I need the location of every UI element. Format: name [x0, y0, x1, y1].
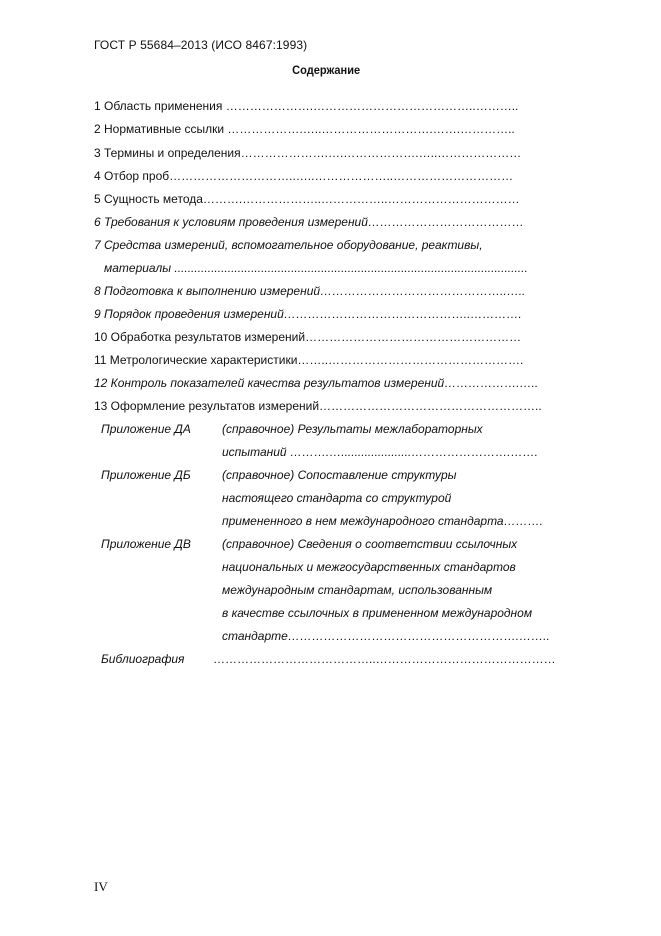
- appendix-dv-line: международным стандартам, использованным: [222, 583, 493, 597]
- document-header: ГОСТ Р 55684–2013 (ИСО 8467:1993): [94, 38, 308, 52]
- appendix-dv-label: Приложение ДВ: [101, 537, 191, 551]
- toc-entry-7-continued: материалы ..........................................................................................................: [104, 261, 528, 275]
- toc-entry-12: 12 Контроль показателей качества результатов измерений……………….…..: [94, 376, 539, 390]
- toc-entry-3: 3 Термины и определения………………….….……………….…..…………………: [94, 146, 522, 160]
- appendix-dv-line: национальных и межгосударственных стандартов: [222, 560, 516, 574]
- appendix-da-line: испытаний ……….….....................…………………….…….: [222, 445, 538, 459]
- toc-entry-10: 10 Обработка результатов измерений………………………………………………: [94, 330, 522, 344]
- appendix-db-line: настоящего стандарта со структурой: [222, 491, 452, 505]
- appendix-da-line: (справочное) Результаты межлабораторных: [222, 422, 483, 436]
- appendix-da-label: Приложение ДА: [101, 422, 191, 436]
- toc-entry-7: 7 Средства измерений, вспомогательное оборудование, реактивы,: [94, 238, 483, 252]
- toc-entry-9: 9 Порядок проведения измерений………………………………………..………….: [94, 307, 522, 321]
- toc-entry-13: 13 Оформление результатов измерений………………………………………………..: [94, 399, 542, 413]
- toc-entry-2: 2 Нормативные ссылки ……………….…..……………………….…….…………..: [94, 122, 515, 136]
- toc-entry-1: 1 Область применения ………………….…………………………………..………..: [94, 99, 519, 113]
- appendix-db-label: Приложение ДБ: [101, 468, 191, 482]
- bibliography-dots: …………………………………..………………………………………: [213, 652, 556, 666]
- toc-entry-8: 8 Подготовка к выполнению измерений………………………………………..…..: [94, 284, 526, 298]
- toc-entry-4: 4 Отбор проб…………………………..…..………………..…………………………: [94, 169, 514, 183]
- toc-entry-5: 5 Сущность метода……….………………..……………..……………………………: [94, 192, 520, 206]
- appendix-dv-line: (справочное) Сведения о соответствии ссылочных: [222, 537, 518, 551]
- appendix-dv-line: стандарте………………………………………………….……..: [222, 629, 550, 643]
- toc-entry-6: 6 Требования к условиям проведения измерений…………………………………: [94, 215, 524, 229]
- toc-entry-11: 11 Метрологические характеристики……..………………………………………….: [94, 353, 524, 367]
- appendix-db-line: примененного в нем международного стандарта……….: [222, 514, 543, 528]
- page-title: Содержание: [292, 63, 361, 77]
- page-number: IV: [94, 879, 108, 894]
- appendix-db-line: (справочное) Сопоставление структуры: [222, 468, 457, 482]
- bibliography-label: Библиография: [101, 652, 185, 666]
- appendix-dv-line: в качестве ссылочных в примененном международном: [222, 606, 533, 620]
